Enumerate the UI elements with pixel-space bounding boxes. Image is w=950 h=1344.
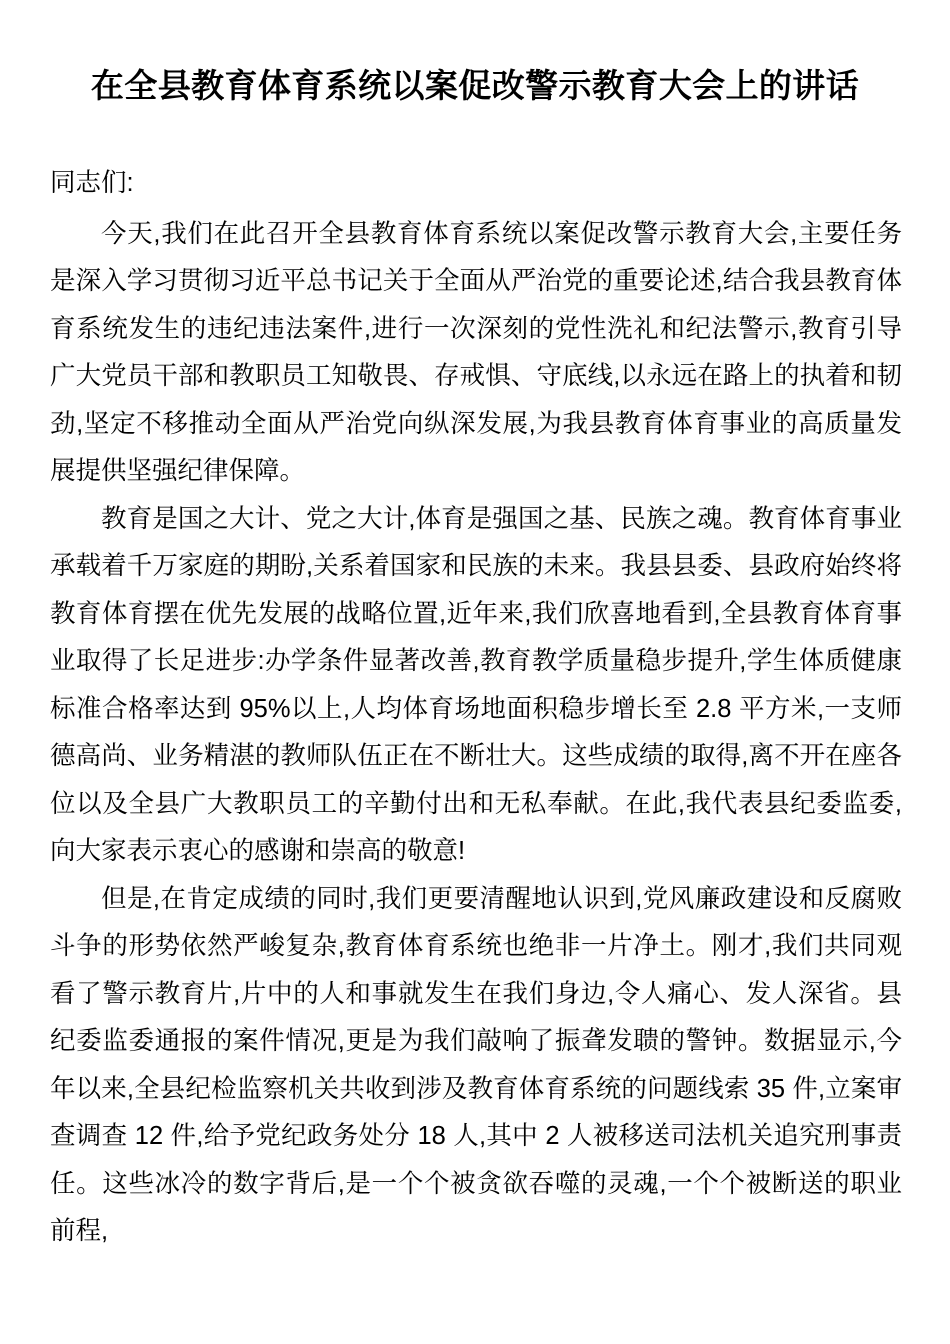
- page-title: 在全县教育体育系统以案促改警示教育大会上的讲话: [90, 67, 860, 104]
- salutation: 同志们:: [50, 169, 134, 197]
- document-body: [50, 160, 902, 1256]
- paragraph-2: 教育是国之大计、党之大计,体育是强国之基、民族之魂。教育体育事业承载着千万家庭的期盼,关系着国家和民族的未来。我县县委、县政府始终将教育体育摆在优先发展的战略位置,近年来,我们欣喜地看到,全县教育体育事业取得了长足进步:办学条件显著改善,教育教学质量稳步提升,学生体质健康标准合格率达到 95%以上,人均体育场地面积稳步增长至 2.8 平方米,一支师德高尚、业务精湛的教师队伍正在不断壮大。这些成绩的取得,离不开在座各位以及全县广大教职员工的辛勤付出和无私奉献。在此,我代表县纪委监委,向大家表示衷心的感谢和崇高的敬意!: [50, 504, 902, 865]
- paragraph-3: 但是,在肯定成绩的同时,我们更要清醒地认识到,党风廉政建设和反腐败斗争的形势依然严峻复杂,教育体育系统也绝非一片净土。刚才,我们共同观看了警示教育片,片中的人和事就发生在我们身边,令人痛心、发人深省。县纪委监委通报的案件情况,更是为我们敲响了振聋发聩的警钟。数据显示,今年以来,全县纪检监察机关共收到涉及教育体育系统的问题线索 35 件,立案审查调查 12 件,给予党纪政务处分 18 人,其中 2 人被移送司法机关追究刑事责任。这些冰冷的数字背后,是一个个被贪欲吞噬的灵魂,一个个被断送的职业前程,: [50, 884, 902, 1245]
- paragraph-1: 今天,我们在此召开全县教育体育系统以案促改警示教育大会,主要任务是深入学习贯彻习近平总书记关于全面从严治党的重要论述,结合我县教育体育系统发生的违纪违法案件,进行一次深刻的党性洗礼和纪法警示,教育引导广大党员干部和教职员工知敬畏、存戒惧、守底线,以永远在路上的执着和韧劲,坚定不移推动全面从严治党向纵深发展,为我县教育体育事业的高质量发展提供坚强纪律保障。: [50, 219, 902, 485]
